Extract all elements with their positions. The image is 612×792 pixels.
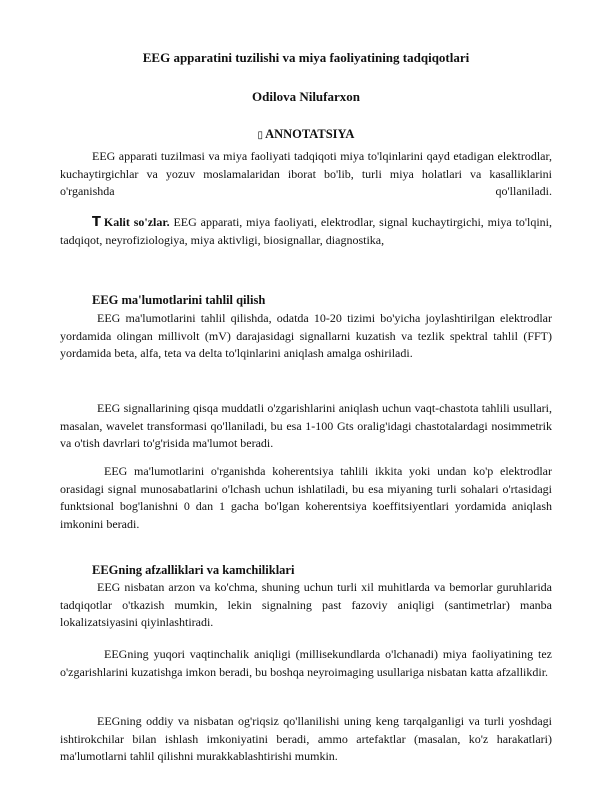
paper-title: EEG apparatini tuzilishi va miya faoliyatining tadqiqotlari xyxy=(142,50,470,65)
author-name: Odilova Nilufarxon xyxy=(252,89,360,104)
key-pin-icon: 𝗧 xyxy=(92,215,101,230)
section-1-paragraph-1: EEG ma'lumotlarini tahlil qilishda, odatda 10-20 tizimi bo'yicha joylashtirilgan elektrodlar yordamida olingan millivolt (mV) darajasidagi signallarni kuzatish va tezlik spektral tahlil (FFT) yordamida beta, alfa, teta va delta to'lqinlarini aniqlash amalga oshiriladi. xyxy=(60,311,552,361)
section-2-paragraph-2: EEGning yuqori vaqtinchalik aniqligi (millisekundlarda o'lchanadi) miya faoliyatining tez o'zgarishlarini kuzatishga imkon beradi, bu boshqa neyroimaging usullariga nisbatan katta afzallikdir. xyxy=(60,647,552,679)
section-1-paragraph-2: EEG signallarining qisqa muddatli o'zgarishlarini aniqlash uchun vaqt-chastota tahlili usullari, masalan, wavelet transformasi qo'llaniladi, bu esa 1-100 Gts oralig'idagi chastotalardagi nosimmetrik va o'tish davrlari to'g'risida ma'lumot beradi. xyxy=(60,401,552,451)
section-heading-pros-cons: EEGning afzalliklari va kamchiliklari xyxy=(92,563,295,577)
section-1-paragraph-3: EEG ma'lumotlarini o'rganishda koherentsiya tahlili ikkita yoki undan ko'p elektrodlar orasidagi signal munosabatlarini o'lchash uchun ishlatiladi, bu esa miyaning turli sohalari o'rtasidagi funktsional bog'lanishni 0 dan 1 gacha bo'lgan koherentsiya koeffitsiyentlari yordamida aniqlash imkonini beradi. xyxy=(60,464,552,531)
missing-glyph-icon: ▯ xyxy=(257,130,264,141)
abstract-heading-text: ANNOTATSIYA xyxy=(265,127,355,141)
abstract-heading xyxy=(60,127,552,143)
section-heading-analysis: EEG ma'lumotlarini tahlil qilish xyxy=(92,293,266,307)
section-2-paragraph-1: EEG nisbatan arzon va ko'chma, shuning uchun turli xil muhitlarda va bemorlar guruhlarida tadqiqotlar o'tkazish mumkin, lekin signalning past fazoviy aniqligi (santimetrlar) manba lokalizatsiyasini qiyinlashtiradi. xyxy=(60,580,552,630)
keywords-label: Kalit so'zlar. xyxy=(103,215,170,229)
keywords-text: EEG apparati, miya faoliyati, elektrodlar, signal kuchaytirgichi, miya to'lqini, tadqiqot, neyrofiziologiya, miya aktivligi, biosignallar, diagnostika, xyxy=(60,215,552,247)
keywords-paragraph xyxy=(60,214,552,249)
section-2-paragraph-3: EEGning oddiy va nisbatan og'riqsiz qo'llanilishi uning keng tarqalganligi va turli yoshdagi ishtirokchilar bilan ishlash imkoniyatini beradi, ammo artefaktlar (masalan, ko'z harakatlari) ma'lumotlarni tahlil qilishni murakkablashtirishi mumkin. xyxy=(60,714,552,764)
abstract-text: EEG apparati tuzilmasi va miya faoliyati tadqiqoti miya to'lqinlarini qayd etadigan elektrodlar, kuchaytirgichlar va yozuv moslamalaridan iborat bo'lib, turli miya holatlari va kasalliklarini o'rganishda qo'llaniladi. xyxy=(60,149,552,199)
